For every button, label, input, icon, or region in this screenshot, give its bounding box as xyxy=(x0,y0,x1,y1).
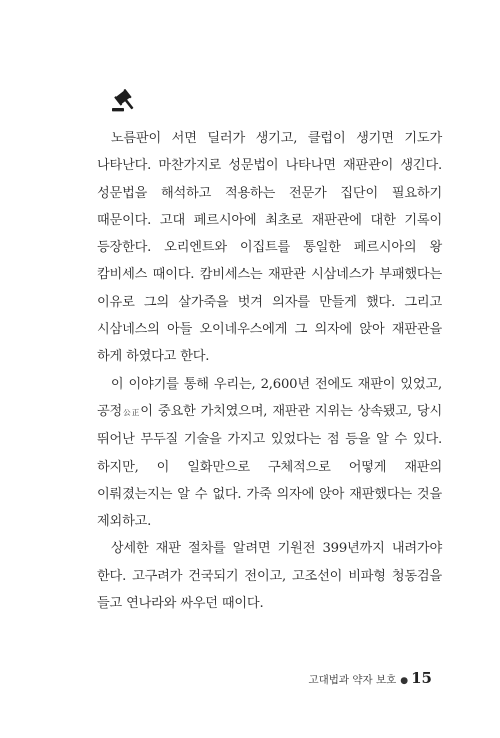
paragraph-2 xyxy=(97,371,442,536)
paragraph-3: 상세한 재판 절차를 알려면 기원전 399년까지 내려가야 한다. 고구려가 건국되기 전이고, 고조선이 비파형 청동검을 들고 연나라와 싸우던 때이다. xyxy=(97,541,442,612)
gavel-icon xyxy=(111,88,137,112)
bullet-icon: ● xyxy=(400,676,409,686)
body-text xyxy=(97,125,442,617)
paragraph-1: 노름판이 서면 딜러가 생기고, 클럽이 생기면 기도가 나타난다. 마찬가지로 성문법이 나타나면 재판관이 생긴다. 성문법을 해석하고 적용하는 전문가 집단이 필요하기 때문이다. 고대 페르시아에 최초로 재판관에 대한 기록이 등장한다. 오리엔트와 이집트를 통일한 페르시아의 왕 캄비세스 때이다. 캄비세스는 재판관 시삼네스가 부패했다는 이유로 그의 살가죽을 벗겨 의자를 만들게 했다. 그리고 시삼네스의 아들 오이네우스에게 그 의자에 앉아 재판관을 하게 하였다고 한다. xyxy=(97,131,442,365)
paragraph-2-text-after: 이 중요한 가치였으며, 재판관 지위는 상속됐고, 당시 뛰어난 무두질 기술을 가지고 있었다는 점 등을 알 수 있다. 하지만, 이 일화만으로 구체적으로 어떻게 재판의 이뤄졌는지는 알 수 없다. 가죽 의자에 앉아 재판했다는 것을 제외하고. xyxy=(97,403,442,530)
paragraph-2-text-before: 이 이야기를 통해 우리는, 2,600년 전에도 재판이 있었고, 공정 xyxy=(97,376,442,419)
running-title: 고대법과 약자 보호 xyxy=(308,674,397,686)
page-footer xyxy=(308,669,432,689)
page-number: 15 xyxy=(411,669,432,687)
hanja-gloss: 公正 xyxy=(122,407,141,417)
